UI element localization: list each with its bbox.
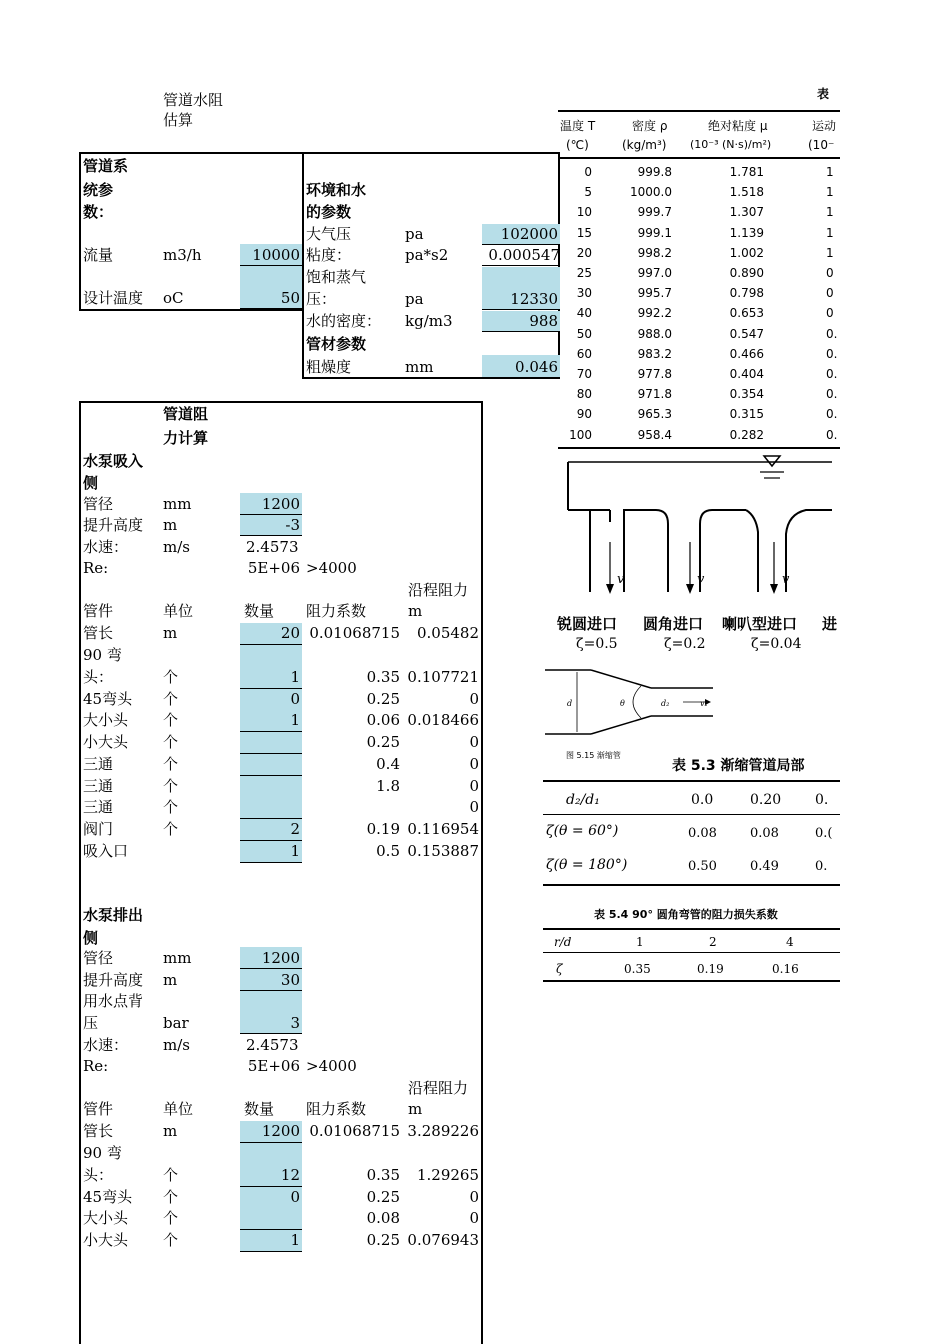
ref-u-kin: (10⁻ bbox=[808, 138, 835, 152]
discharge-header-1: 水泵排出 bbox=[83, 906, 144, 924]
discharge-row-coef: 0.25 bbox=[366, 1231, 400, 1250]
discharge-re-note: >4000 bbox=[306, 1057, 357, 1075]
suction-vel-value: 2.4573 bbox=[246, 538, 299, 556]
ref-table-cell: 1 bbox=[826, 165, 834, 179]
ref-table-cell: 0 bbox=[584, 165, 592, 179]
ref-table-cell: 40 bbox=[576, 306, 592, 321]
suction-row-coef: 0.25 bbox=[366, 689, 400, 708]
suction-row-qty: 20 bbox=[280, 624, 300, 642]
ref-table-cell: 1.781 bbox=[729, 165, 764, 179]
discharge-row-unit: 个 bbox=[163, 1209, 179, 1228]
table53-r2-c2: 0.08 bbox=[750, 826, 779, 841]
discharge-row-qty: 0 bbox=[290, 1187, 300, 1206]
table54-r1-c2: 2 bbox=[709, 935, 717, 949]
reducer-d1-label: d bbox=[567, 699, 573, 708]
ref-table-cell: 0.404 bbox=[729, 367, 764, 381]
calc-header-1: 管道阻 bbox=[163, 405, 209, 423]
discharge-re-label: Re: bbox=[83, 1057, 109, 1075]
system-header-1: 管道系 bbox=[83, 157, 129, 175]
temp-value: 50 bbox=[280, 289, 300, 307]
ref-table-cell: 977.8 bbox=[637, 367, 672, 381]
table53-r3-c1: 0.50 bbox=[688, 859, 717, 874]
discharge-dia-label: 管径 bbox=[83, 949, 114, 967]
atm-label: 大气压 bbox=[306, 225, 352, 243]
suction-row-loss: 0 bbox=[469, 689, 479, 708]
ref-table-cell: 20 bbox=[576, 245, 592, 260]
ref-table-cell: 0.315 bbox=[729, 407, 764, 422]
ref-table-cell: 0. bbox=[826, 346, 838, 361]
atm-unit: pa bbox=[405, 225, 424, 243]
suction-row-fitting-name: 小大头 bbox=[83, 733, 129, 752]
table53-r3-c2: 0.49 bbox=[750, 859, 779, 874]
discharge-row-fitting-name: 大小头 bbox=[83, 1209, 129, 1228]
ref-table-cell: 0.653 bbox=[729, 306, 764, 321]
suction-row-fitting-name-2: 头： bbox=[83, 667, 114, 686]
ref-h-kin: 运动 bbox=[812, 119, 837, 133]
flow-value: 10000 bbox=[252, 246, 300, 264]
table53-r1-label: d₂/d₁ bbox=[566, 792, 600, 808]
density-unit: kg/m3 bbox=[405, 312, 453, 330]
ref-table-cell: 1.139 bbox=[729, 225, 764, 240]
ref-table-cell: 5 bbox=[584, 185, 592, 200]
flow-label: 流量 bbox=[83, 246, 114, 264]
ref-table-cell: 992.2 bbox=[637, 306, 672, 321]
ref-table-cell: 10 bbox=[576, 205, 592, 220]
vapor-unit: pa bbox=[405, 290, 424, 308]
discharge-row-loss: 3.289226 bbox=[407, 1122, 479, 1140]
suction-row-coef: 0.01068715 bbox=[309, 624, 400, 642]
suction-row-qty-input[interactable] bbox=[240, 797, 302, 819]
table53-top-rule bbox=[543, 780, 840, 782]
suction-row-coef: 0.25 bbox=[366, 733, 400, 752]
discharge-row-loss: 0 bbox=[469, 1209, 479, 1228]
ref-table-cell: 0.798 bbox=[729, 286, 764, 301]
suction-row-qty: 1 bbox=[290, 711, 300, 730]
suction-vel-label: 水速： bbox=[83, 538, 129, 556]
suction-row-loss: 0 bbox=[469, 776, 479, 795]
reducer-d2-label: d₂ bbox=[661, 699, 670, 708]
ref-h-density: 密度 ρ bbox=[632, 119, 668, 133]
table53-r2-c1: 0.08 bbox=[688, 826, 717, 841]
table54-bottom-rule bbox=[543, 980, 840, 982]
rough-unit: mm bbox=[405, 358, 434, 376]
table54-title: 表 5.4 90° 圆角弯管的阻力损失系数 bbox=[594, 908, 778, 921]
suction-row-loss: 0.018466 bbox=[407, 711, 479, 730]
system-header-2: 统参 bbox=[83, 181, 114, 199]
ref-table-top-rule bbox=[558, 110, 840, 112]
discharge-header-2: 侧 bbox=[83, 929, 99, 947]
suction-header-2: 侧 bbox=[83, 474, 99, 492]
ref-h-visc: 绝对粘度 μ bbox=[708, 119, 768, 133]
table54-r1-c1: 1 bbox=[636, 935, 644, 949]
suction-row-fitting-name: 三通 bbox=[83, 776, 114, 795]
suction-row-coef: 0.4 bbox=[376, 754, 400, 773]
suction-re-label: Re: bbox=[83, 559, 109, 577]
suction-col-loss-1: 沿程阻力 bbox=[408, 581, 469, 599]
ref-table-cell: 971.8 bbox=[637, 387, 672, 402]
suction-re-note: >4000 bbox=[306, 559, 357, 577]
discharge-col-fitting: 管件 bbox=[83, 1100, 114, 1118]
discharge-vel-label: 水速： bbox=[83, 1036, 129, 1054]
discharge-row-coef: 0.25 bbox=[366, 1187, 400, 1206]
env-header-2: 的参数 bbox=[306, 203, 352, 221]
suction-row-coef: 0.5 bbox=[376, 841, 400, 860]
suction-col-qty: 数量 bbox=[244, 602, 275, 620]
vapor-value: 12330 bbox=[510, 290, 558, 308]
discharge-lift-unit: m bbox=[163, 971, 178, 989]
suction-row-fitting-name: 阀门 bbox=[83, 819, 114, 838]
vapor-label-1: 饱和蒸气 bbox=[306, 268, 367, 286]
ref-table-cell: 1.518 bbox=[729, 185, 764, 200]
discharge-bp-unit: bar bbox=[163, 1014, 189, 1032]
entrance-sharp-zeta: ζ=0.5 bbox=[576, 636, 618, 652]
entrance-round-label: 圆角进口 bbox=[643, 615, 704, 633]
ref-table-cell: 1.307 bbox=[729, 205, 764, 220]
suction-dia-label: 管径 bbox=[83, 495, 114, 513]
discharge-row-qty: 1 bbox=[290, 1231, 300, 1250]
suction-row-fitting-name: 管长 bbox=[83, 624, 114, 642]
atm-value: 102000 bbox=[500, 225, 558, 243]
suction-row-loss: 0.116954 bbox=[407, 819, 479, 838]
visc-unit: pa*s2 bbox=[405, 246, 449, 264]
suction-row-loss: 0 bbox=[469, 754, 479, 773]
ref-u-visc: (10⁻³ (N·s)/m²) bbox=[690, 138, 772, 151]
discharge-col-coef: 阻力系数 bbox=[306, 1100, 367, 1118]
table54-r2-label: ζ bbox=[556, 962, 563, 976]
ref-table-cell: 965.3 bbox=[637, 407, 672, 422]
ref-table-cell: 997.0 bbox=[637, 266, 672, 280]
suction-row-qty-input[interactable] bbox=[240, 732, 302, 754]
discharge-row-fitting-name: 管长 bbox=[83, 1122, 114, 1140]
suction-row-fitting-name: 吸入口 bbox=[83, 841, 129, 860]
suction-row-loss: 0.107721 bbox=[407, 667, 479, 686]
ref-u-density: (kg/m³) bbox=[622, 138, 667, 152]
entrance-bell-zeta: ζ=0.04 bbox=[751, 636, 802, 652]
discharge-row-unit: 个 bbox=[163, 1231, 179, 1250]
velocity-label-2: v bbox=[697, 572, 705, 587]
suction-row-unit: 个 bbox=[163, 689, 179, 708]
ref-table-cell: 999.8 bbox=[637, 165, 672, 179]
entrance-bell-label: 喇叭型进口 bbox=[722, 615, 798, 633]
discharge-row-fitting-name: 小大头 bbox=[83, 1231, 129, 1250]
entrance-sharp-label: 锐圆进口 bbox=[557, 615, 618, 633]
ref-table-cell: 100 bbox=[569, 427, 592, 442]
ref-table-title: 表 bbox=[817, 87, 830, 101]
suction-row-fitting-name: 三通 bbox=[83, 754, 114, 773]
ref-table-cell: 983.2 bbox=[637, 346, 672, 361]
ref-table-cell: 999.7 bbox=[637, 205, 672, 220]
discharge-row-qty: 1200 bbox=[261, 1122, 300, 1140]
ref-table-cell: 998.2 bbox=[637, 245, 672, 260]
entrance-fourth-label: 进 bbox=[822, 615, 838, 633]
vapor-label-2: 压： bbox=[306, 290, 337, 308]
ref-h-temp: 温度 T bbox=[560, 119, 596, 133]
ref-table-header-rule bbox=[558, 157, 840, 159]
suction-row-loss: 0 bbox=[469, 798, 479, 817]
discharge-row-loss: 1.29265 bbox=[416, 1165, 479, 1184]
ref-table-cell: 80 bbox=[576, 387, 592, 402]
suction-row-qty-input[interactable] bbox=[240, 776, 302, 798]
material-header: 管材参数 bbox=[306, 335, 367, 353]
discharge-row-loss: 0 bbox=[469, 1187, 479, 1206]
ref-table-cell: 0.466 bbox=[729, 346, 764, 361]
temp-label: 设计温度 bbox=[83, 289, 144, 307]
ref-table-cell: 1000.0 bbox=[630, 185, 672, 200]
table53-bottom-rule bbox=[543, 884, 840, 886]
suction-row-qty: 1 bbox=[290, 667, 300, 686]
ref-table-cell: 15 bbox=[576, 225, 592, 240]
ref-table-cell: 988.0 bbox=[637, 326, 672, 341]
suction-row-loss: 0.05482 bbox=[416, 624, 479, 642]
discharge-row-coef: 0.08 bbox=[366, 1209, 400, 1228]
discharge-col-loss-1: 沿程阻力 bbox=[408, 1079, 469, 1097]
discharge-row-qty: 12 bbox=[280, 1165, 300, 1184]
suction-row-qty: 2 bbox=[290, 819, 300, 838]
discharge-bp-value: 3 bbox=[290, 1014, 300, 1032]
suction-row-unit: 个 bbox=[163, 733, 179, 752]
title-line1: 管道水阻 bbox=[163, 91, 224, 109]
temp-unit: oC bbox=[163, 289, 184, 307]
suction-lift-unit: m bbox=[163, 516, 178, 534]
discharge-vel-value: 2.4573 bbox=[246, 1036, 299, 1054]
flow-unit: m3/h bbox=[163, 246, 202, 264]
discharge-lift-value: 30 bbox=[280, 971, 300, 989]
empty-cell[interactable] bbox=[240, 266, 302, 288]
table53-r2-label: ζ(θ = 60°) bbox=[546, 823, 619, 839]
ref-table-cell: 60 bbox=[576, 346, 592, 361]
env-header-1: 环境和水 bbox=[306, 181, 367, 199]
ref-table-cell: 0. bbox=[826, 326, 838, 341]
calc-box-top bbox=[79, 401, 483, 403]
ref-table-cell: 0 bbox=[826, 286, 834, 301]
ref-table-cell: 0. bbox=[826, 427, 838, 442]
density-label: 水的密度： bbox=[306, 312, 382, 330]
table53-r2-c3: 0.( bbox=[815, 826, 833, 841]
ref-table-cell: 0.547 bbox=[729, 326, 764, 341]
table53-r3-c3: 0. bbox=[815, 859, 828, 874]
suction-row-unit: 个 bbox=[163, 754, 179, 773]
discharge-row-coef: 0.35 bbox=[366, 1165, 400, 1184]
discharge-dia-value: 1200 bbox=[261, 949, 300, 967]
suction-row-unit: m bbox=[163, 624, 178, 642]
table54-r1-label: r/d bbox=[554, 935, 572, 949]
suction-col-coef: 阻力系数 bbox=[306, 602, 367, 620]
suction-dia-unit: mm bbox=[163, 495, 192, 513]
table54-mid-rule bbox=[543, 952, 840, 953]
ref-table-cell: 0 bbox=[826, 266, 834, 280]
ref-table-cell: 1 bbox=[826, 185, 834, 200]
discharge-row-unit: 个 bbox=[163, 1187, 179, 1206]
discharge-bp-label-2: 压 bbox=[83, 1014, 99, 1032]
suction-row-coef: 0.19 bbox=[366, 819, 400, 838]
table53-title: 表 5.3 渐缩管道局部 bbox=[672, 758, 805, 774]
suction-vel-unit: m/s bbox=[163, 538, 190, 556]
density-value: 988 bbox=[529, 312, 558, 330]
discharge-row-unit: m bbox=[163, 1122, 178, 1140]
suction-row-qty: 1 bbox=[290, 841, 300, 860]
ref-table-cell: 50 bbox=[576, 326, 592, 341]
system-header-3: 数： bbox=[83, 203, 114, 221]
calc-box-left bbox=[79, 401, 81, 1344]
ref-table-cell: 0. bbox=[826, 407, 838, 422]
suction-row-unit: 个 bbox=[163, 667, 179, 686]
suction-row-fitting-name: 45弯头 bbox=[83, 689, 133, 708]
entrance-round-zeta: ζ=0.2 bbox=[664, 636, 706, 652]
ref-table-cell: 25 bbox=[576, 266, 592, 280]
suction-re-value: 5E+06 bbox=[247, 559, 300, 577]
ref-table-cell: 999.1 bbox=[637, 225, 672, 240]
suction-row-loss: 0 bbox=[469, 733, 479, 752]
rough-value: 0.046 bbox=[515, 358, 558, 376]
table54-r1-c3: 4 bbox=[786, 935, 794, 949]
suction-lift-label: 提升高度 bbox=[83, 516, 144, 534]
suction-row-qty: 0 bbox=[290, 689, 300, 708]
discharge-row-fitting-name-2: 头： bbox=[83, 1165, 114, 1184]
discharge-row-fitting-name: 45弯头 bbox=[83, 1187, 133, 1206]
ref-table-cell: 90 bbox=[576, 407, 592, 422]
ref-table-cell: 0 bbox=[826, 306, 834, 321]
rough-label: 粗燥度 bbox=[306, 358, 352, 376]
calc-header-2: 力计算 bbox=[163, 429, 209, 447]
calc-box-right bbox=[481, 401, 483, 1344]
suction-row-qty-input[interactable] bbox=[240, 754, 302, 776]
discharge-dia-unit: mm bbox=[163, 949, 192, 967]
velocity-label-3: v bbox=[782, 572, 790, 587]
discharge-row-loss: 0.076943 bbox=[407, 1231, 479, 1250]
suction-col-unit: 单位 bbox=[163, 602, 194, 620]
suction-header-1: 水泵吸入 bbox=[83, 452, 144, 470]
ref-u-temp: (℃) bbox=[566, 138, 589, 152]
discharge-row-unit: 个 bbox=[163, 1165, 179, 1184]
ref-table-cell: 1 bbox=[826, 245, 834, 260]
suction-lift-value: -3 bbox=[285, 516, 300, 534]
ref-table-cell: 1 bbox=[826, 205, 834, 220]
suction-row-unit: 个 bbox=[163, 776, 179, 795]
discharge-col-loss-2: m bbox=[408, 1100, 423, 1118]
suction-row-fitting-name: 三通 bbox=[83, 798, 114, 817]
suction-col-loss-2: m bbox=[408, 602, 423, 620]
suction-row-unit: 个 bbox=[163, 711, 179, 730]
discharge-bp-label-1: 用水点背 bbox=[83, 992, 144, 1010]
ref-table-bottom-rule bbox=[558, 447, 840, 449]
suction-row-coef: 0.06 bbox=[366, 711, 400, 730]
ref-table-cell: 0. bbox=[826, 367, 838, 381]
velocity-label-1: v bbox=[617, 572, 625, 587]
ref-table-cell: 0.890 bbox=[729, 266, 764, 280]
table54-r2-c3: 0.16 bbox=[772, 962, 799, 976]
suction-row-loss: 0.153887 bbox=[407, 841, 479, 860]
ref-table-cell: 30 bbox=[576, 286, 592, 301]
ref-table-cell: 0.282 bbox=[729, 427, 764, 442]
discharge-col-qty: 数量 bbox=[244, 1100, 275, 1118]
ref-table-cell: 958.4 bbox=[637, 427, 672, 442]
ref-table-cell: 70 bbox=[576, 367, 592, 381]
discharge-lift-label: 提升高度 bbox=[83, 971, 144, 989]
suction-row-unit: 个 bbox=[163, 819, 179, 838]
suction-row-fitting-name: 90 弯 bbox=[83, 645, 122, 664]
table54-r2-c2: 0.19 bbox=[697, 962, 724, 976]
title-line2: 估算 bbox=[163, 111, 194, 129]
visc-label: 粘度： bbox=[306, 246, 352, 264]
table53-r3-label: ζ(θ = 180°) bbox=[546, 857, 628, 873]
ref-table-cell: 0. bbox=[826, 387, 838, 402]
suction-dia-value: 1200 bbox=[261, 495, 300, 513]
discharge-row-fitting-name: 90 弯 bbox=[83, 1143, 122, 1162]
suction-row-fitting-name: 大小头 bbox=[83, 711, 129, 730]
reducer-v2-label: v₂ bbox=[700, 699, 708, 708]
suction-row-coef: 1.8 bbox=[376, 776, 400, 795]
suction-row-coef: 0.35 bbox=[366, 667, 400, 686]
ref-table-cell: 0.354 bbox=[729, 387, 764, 402]
suction-row-unit: 个 bbox=[163, 798, 179, 817]
discharge-vel-unit: m/s bbox=[163, 1036, 190, 1054]
ref-table-cell: 1.002 bbox=[729, 245, 764, 260]
table53-r1-c1: 0.0 bbox=[691, 792, 714, 808]
visc-value: 0.000547 bbox=[482, 245, 560, 266]
table53-r1-c2: 0.20 bbox=[750, 792, 782, 808]
reducer-theta-label: θ bbox=[620, 699, 625, 708]
table53-mid-rule bbox=[543, 814, 840, 815]
ref-table-cell: 995.7 bbox=[637, 286, 672, 301]
table53-r1-c3: 0. bbox=[815, 792, 829, 808]
table54-r2-c1: 0.35 bbox=[624, 962, 651, 976]
suction-col-fitting: 管件 bbox=[83, 602, 114, 620]
reducer-figure-caption: 图 5.15 渐缩管 bbox=[566, 751, 621, 760]
discharge-re-value: 5E+06 bbox=[247, 1057, 300, 1075]
discharge-row-qty-input[interactable] bbox=[240, 1208, 302, 1230]
table54-top-rule bbox=[543, 928, 840, 930]
ref-table-cell: 1 bbox=[826, 225, 834, 240]
discharge-col-unit: 单位 bbox=[163, 1100, 194, 1118]
discharge-row-coef: 0.01068715 bbox=[309, 1122, 400, 1140]
